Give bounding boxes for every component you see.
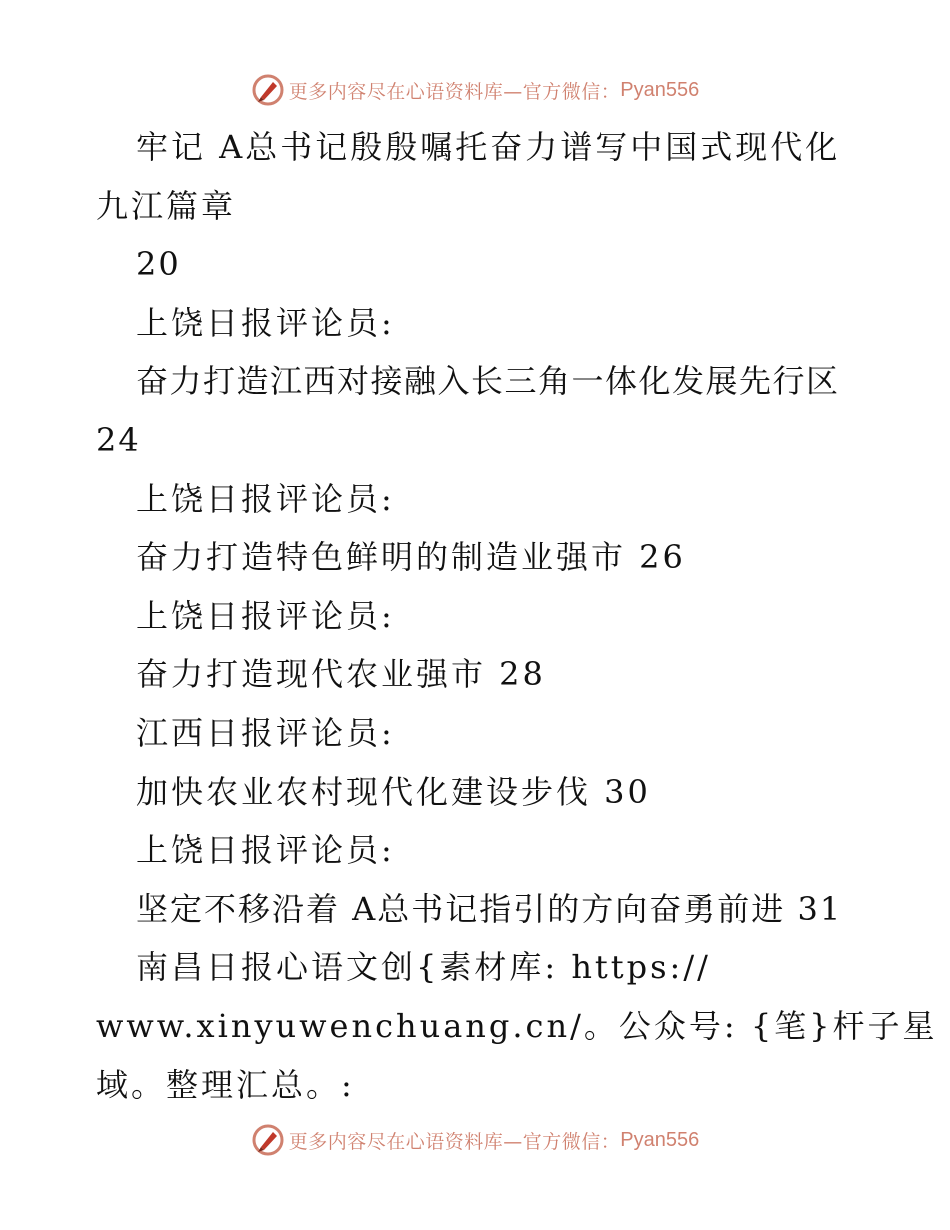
page-number: 20 <box>136 245 181 284</box>
header-banner <box>0 70 950 110</box>
banner-wechat-id: Pyan556 <box>620 78 700 101</box>
document-body <box>96 118 938 1114</box>
article-title: 坚定不移沿着 A总书记指引的方向奋勇前进 31 <box>136 889 843 928</box>
footer-banner <box>0 1120 950 1160</box>
article-title: 加快农业农村现代化建设步伐 30 <box>136 772 651 811</box>
author-line: 江西日报评论员: <box>136 713 395 752</box>
page-number: 24 <box>96 420 141 459</box>
article-title: 奋力打造江西对接融入长三角一体化发展先行区 <box>136 362 840 401</box>
source-line: 域。整理汇总。: <box>96 1065 355 1104</box>
article-title: 奋力打造特色鲜明的制造业强市 26 <box>136 538 686 577</box>
article-title: 奋力打造现代农业强市 28 <box>136 655 546 694</box>
pen-nib-icon <box>251 1123 285 1157</box>
text-line: 九江篇章 <box>96 186 237 225</box>
banner-wechat-id: Pyan556 <box>620 1128 700 1151</box>
banner-text: 更多内容尽在心语资料库—官方微信： <box>288 80 621 103</box>
author-line: 上饶日报评论员: <box>136 831 395 870</box>
author-line: 上饶日报评论员: <box>136 479 395 518</box>
source-line: www.xinyuwenchuang.cn/。公众号: {笔}杆子星 <box>96 1006 938 1045</box>
source-line: 南昌日报心语文创{素材库: https:// <box>136 948 711 987</box>
author-line: 上饶日报评论员: <box>136 303 395 342</box>
pen-nib-icon <box>251 73 285 107</box>
author-line: 上饶日报评论员: <box>136 596 395 635</box>
text-line: 牢记 A总书记殷殷嘱托奋力谱写中国式现代化 <box>136 128 841 166</box>
banner-text: 更多内容尽在心语资料库—官方微信： <box>288 1130 621 1153</box>
